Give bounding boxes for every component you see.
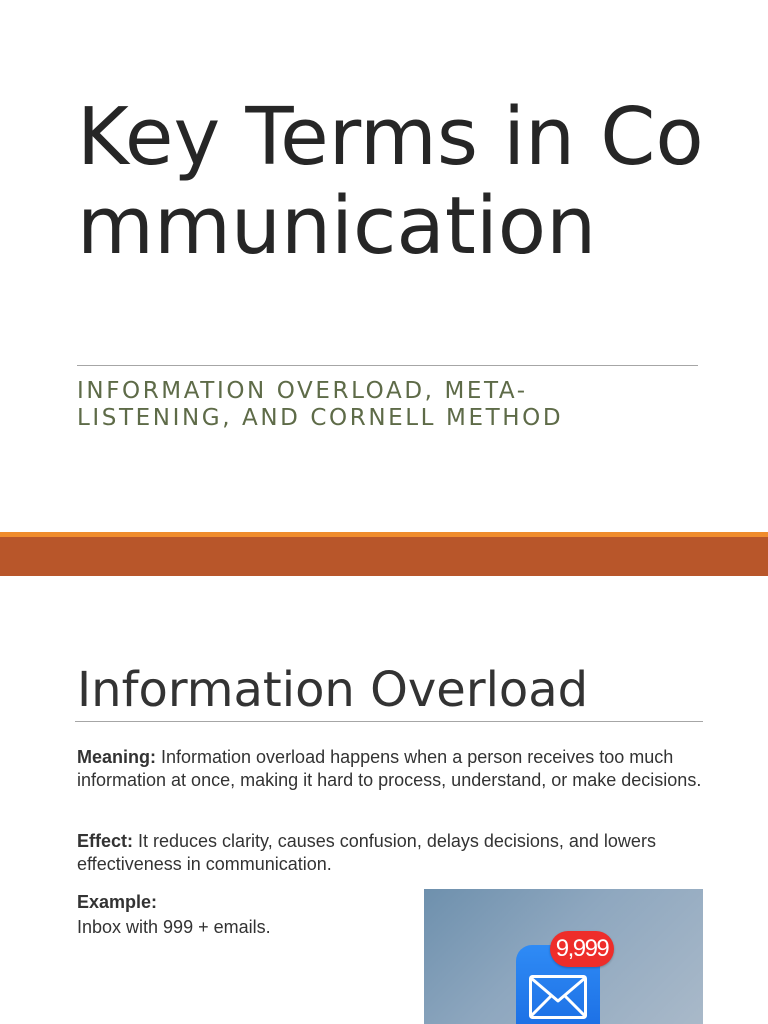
- content-slide: [0, 576, 768, 1024]
- meaning-text: Information overload happens when a person receives too much information at once, making it hard to process, understand, or make decisions.: [77, 747, 702, 790]
- slide-subtitle: INFORMATION OVERLOAD, META-LISTENING, AND CORNELL METHOD: [77, 378, 564, 431]
- example-label: Example:: [77, 892, 158, 912]
- unread-count-badge: 9,999: [550, 931, 614, 967]
- meaning-label: Meaning:: [77, 747, 156, 767]
- effect-paragraph: [77, 830, 702, 876]
- heading-divider: [75, 721, 703, 722]
- title-divider: [77, 365, 698, 366]
- example-paragraph: [77, 891, 407, 939]
- effect-text: It reduces clarity, causes confusion, delays decisions, and lowers effectiveness in communication.: [77, 831, 656, 874]
- slide-separator-band: [0, 537, 768, 576]
- meaning-paragraph: [77, 746, 702, 792]
- slide-heading: Information Overload: [77, 662, 589, 718]
- example-text: Inbox with 999 + emails.: [77, 917, 271, 937]
- envelope-icon: [529, 975, 587, 1019]
- inbox-image: [424, 889, 703, 1024]
- effect-label: Effect:: [77, 831, 134, 851]
- slide-title: Key Terms in Communication: [77, 91, 704, 272]
